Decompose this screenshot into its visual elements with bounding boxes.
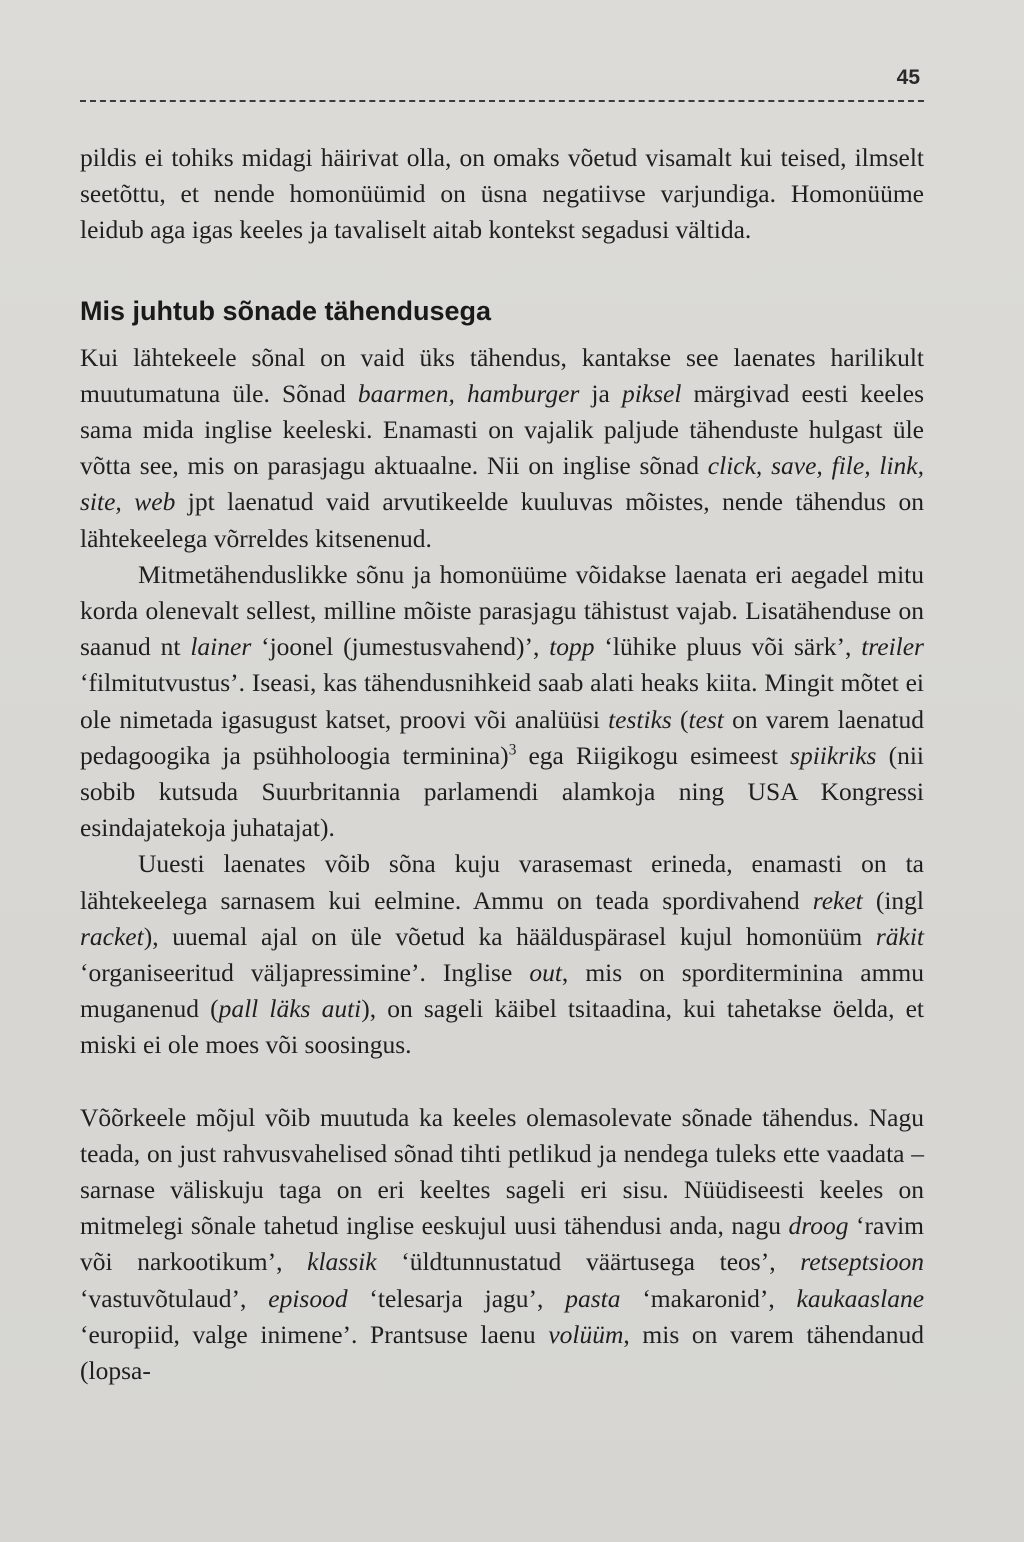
example-word: klassik xyxy=(307,1247,377,1277)
example-word: test xyxy=(688,704,724,734)
page-body xyxy=(80,140,924,1389)
intro-paragraph: pildis ei tohiks midagi häirivat olla, on omaks võetud visamalt kui teised, ilmselt seetõttu, et nende homonüümid on üsna negatiivse varjundiga. Homonüüme leidub aga igas keeles ja tavaliselt aitab kontekst segadusi vältida. xyxy=(80,143,924,245)
example-word: räkit xyxy=(875,921,924,951)
example-word: lainer xyxy=(190,632,252,662)
example-word: click, save, file, link, site, web xyxy=(80,451,924,517)
paragraph-3: Uuesti laenates võib sõna kuju varasemast erineda, enamasti on ta lähtekeelega sarnasem kui eelmine. Ammu on teada spordivahend reket (ingl racket), uuemal ajal on üle võetud ka häälduspärasel kujul homonüüm räkit ‘organiseeritud väljapressimine’. Inglise out, mis on sporditerminina ammu muganenud (pall läks auti), on sageli käibel tsitaadina, kui tahetakse öelda, et miski ei ole moes või soosingus. xyxy=(80,849,924,1060)
example-word: baarmen, hamburger xyxy=(357,378,580,408)
example-word: reket xyxy=(812,885,863,915)
header-dashed-rule xyxy=(80,100,924,102)
example-word: droog xyxy=(788,1211,849,1241)
example-word: pall läks auti xyxy=(218,994,362,1024)
example-word: out xyxy=(529,958,562,988)
example-word: retseptsioon xyxy=(800,1247,924,1277)
example-word: episood xyxy=(268,1283,348,1313)
example-word: topp xyxy=(549,632,595,662)
example-word: racket xyxy=(80,921,144,951)
example-word: volüüm xyxy=(548,1319,624,1349)
example-word: spiikriks xyxy=(790,740,877,770)
example-word: pasta xyxy=(565,1283,621,1313)
paragraph-4: Võõrkeele mõjul võib muutuda ka keeles olemasolevate sõnade tähendus. Nagu teada, on just rahvusvahelised sõnad tihti petlikud ja nendega tuleks ette vaadata – sarnase väliskuju taga on eri keeltes sageli eri sisu. Nüüdiseesti keeles on mitmelegi sõnale tahetud inglise eeskujul uusi tähendusi anda, nagu droog ‘ravim või narkootikum’, klassik ‘üldtunnustatud väärtusega teos’, retseptsioon ‘vastuvõtulaud’, episood ‘telesarja jagu’, pasta ‘makaronid’, kaukaaslane ‘europiid, valge inimene’. Prantsuse laenu volüüm, mis on varem tähendanud (lopsa- xyxy=(80,1102,925,1386)
example-word: testiks xyxy=(608,704,672,734)
paragraph-1: Kui lähtekeele sõnal on vaid üks tähendus, kantakse see laenates harilikult muutumatuna üle. Sõnad baarmen, hamburger ja piksel märgivad eesti keeles sama mida inglise keeleski. Enamasti on vajalik paljude tähenduste hulgast üle võtta see, mis on parasjagu aktuaalne. Nii on inglise sõnad click, save, file, link, site, web jpt laenatud vaid arvutikeelde kuuluvas mõistes, nende tähendus on lähtekeelega võrreldes kitsenenud. xyxy=(80,342,924,553)
section-heading: Mis juhtub sõnade tähendusega xyxy=(80,295,492,326)
page-number: 45 xyxy=(896,66,920,89)
footnote-marker: 3 xyxy=(508,741,517,759)
example-word: treiler xyxy=(861,632,924,662)
paragraph-2: Mitmetähenduslikke sõnu ja homonüüme võidakse laenata eri aegadel mitu korda olenevalt sellest, milline mõiste parasjagu tähistust vajab. Lisatähenduse on saanud nt lainer ‘joonel (jumestusvahend)’, topp ‘lühike pluus või särk’, treiler ‘filmitutvustus’. Iseasi, kas tähendusnihkeid saab alati heaks kiita. Mingit mõtet ei ole nimetada igasugust katset, proovi või analüüsi testiks (test on varem laenatud pedagoogika ja psühholoogia terminina)$^3$ ega Riigikogu esimeest spiikriks (nii sobib kutsuda Suurbritannia parlamendi alamkoja ning USA Kongressi esindajatekoja juhatajat). xyxy=(80,559,925,843)
example-word: piksel xyxy=(621,378,682,408)
example-word: kaukaaslane xyxy=(796,1283,925,1313)
